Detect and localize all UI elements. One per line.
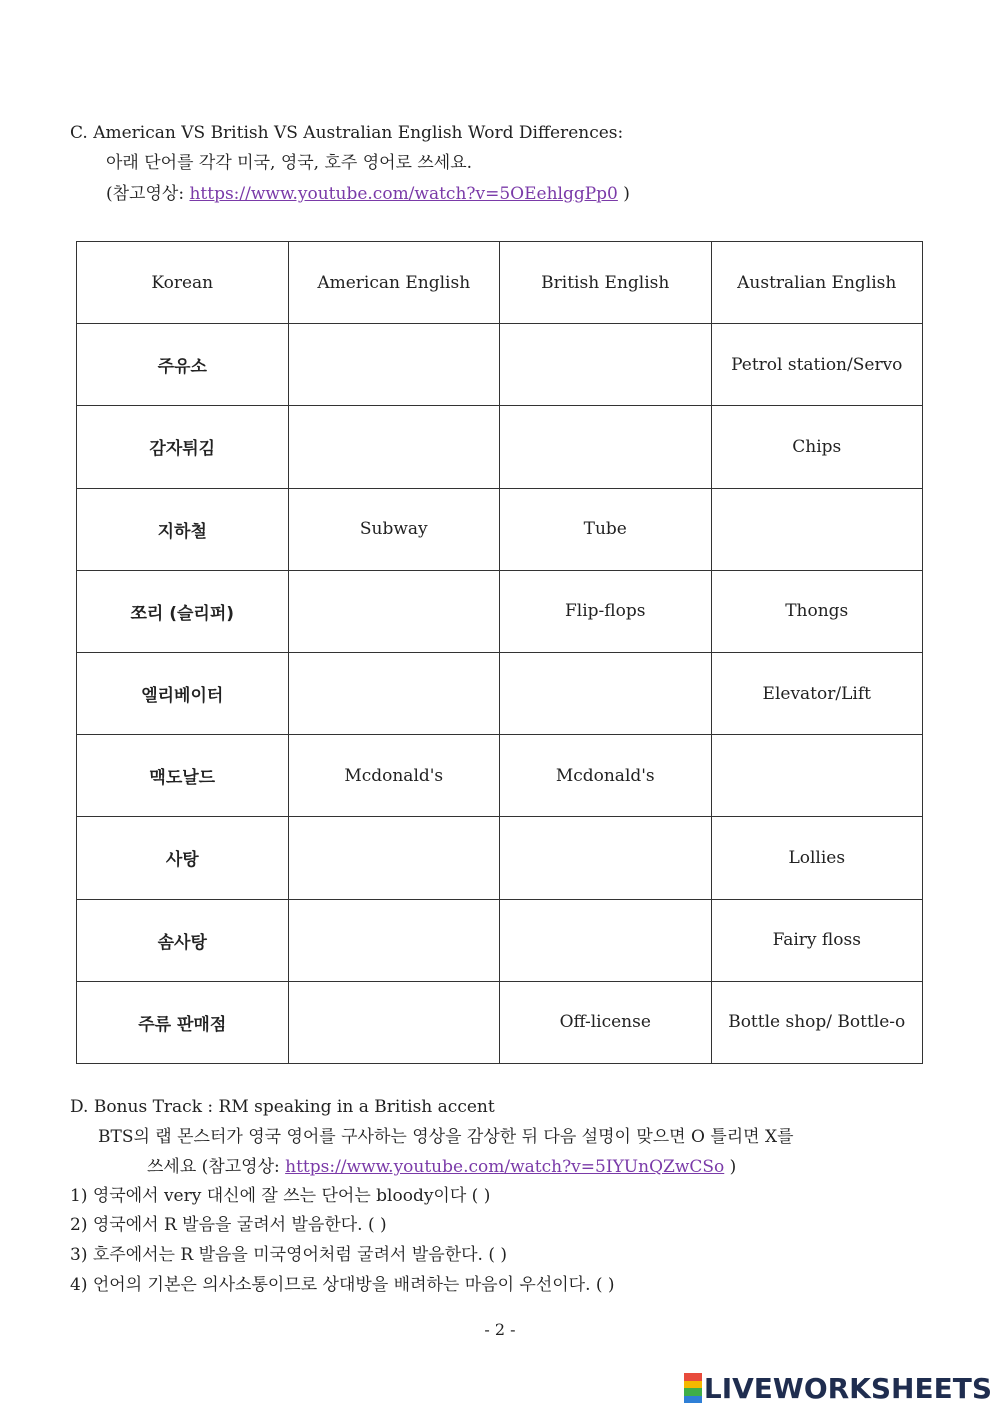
american-cell[interactable] [288, 324, 500, 406]
table-row [77, 981, 923, 1063]
table-row [77, 488, 923, 570]
table-row [77, 652, 923, 734]
british-cell[interactable] [500, 899, 712, 981]
australian-cell: Bottle shop/ Bottle-o [711, 981, 923, 1063]
korean-cell: 주류 판매점 [77, 981, 289, 1063]
question-2[interactable]: 2) 영국에서 R 발음을 굴려서 발음한다. ( ) [70, 1215, 387, 1235]
australian-cell: Elevator/Lift [711, 652, 923, 734]
american-cell[interactable] [288, 817, 500, 899]
page-number: - 2 - [484, 1320, 516, 1339]
liveworksheets-logo [684, 1371, 992, 1405]
table-row [77, 817, 923, 899]
logo-text: LIVEWORKSHEETS [703, 1371, 992, 1405]
american-cell[interactable] [288, 406, 500, 488]
korean-cell: 사탕 [77, 817, 289, 899]
table-row [77, 324, 923, 406]
section-c-instruction: 아래 단어를 각각 미국, 영국, 호주 영어로 쓰세요. [106, 153, 473, 173]
reference-link[interactable]: https://www.youtube.com/watch?v=5OEehlggPp0 [189, 184, 618, 204]
korean-cell: 맥도날드 [77, 735, 289, 817]
british-cell[interactable] [500, 817, 712, 899]
australian-cell: Petrol station/Servo [711, 324, 923, 406]
header-american: American English [288, 242, 500, 324]
reference-prefix: 쓰세요 (참고영상: [147, 1157, 286, 1177]
table-row [77, 570, 923, 652]
reference-prefix: (참고영상: [106, 184, 190, 204]
word-differences-table [76, 241, 923, 1064]
british-cell[interactable] [500, 652, 712, 734]
korean-cell: 엘리베이터 [77, 652, 289, 734]
section-d-reference [147, 1156, 736, 1178]
korean-cell: 감자튀김 [77, 406, 289, 488]
section-d-instruction: BTS의 랩 몬스터가 영국 영어를 구사하는 영상을 감상한 뒤 다음 설명이 맞으면 O 틀리면 X를 [98, 1127, 794, 1147]
liveworksheets-logo-icon [684, 1373, 702, 1403]
australian-cell[interactable] [711, 488, 923, 570]
australian-cell[interactable] [711, 735, 923, 817]
section-d-heading: D. Bonus Track : RM speaking in a British accent [70, 1097, 495, 1117]
header-australian: Australian English [711, 242, 923, 324]
australian-cell: Thongs [711, 570, 923, 652]
reference-suffix: ) [724, 1157, 737, 1177]
section-c-heading: C. American VS British VS Australian English Word Differences: [70, 123, 624, 143]
question-1[interactable]: 1) 영국에서 very 대신에 잘 쓰는 단어는 bloody이다 ( ) [70, 1186, 491, 1206]
table-row [77, 735, 923, 817]
british-cell: Mcdonald's [500, 735, 712, 817]
american-cell[interactable] [288, 981, 500, 1063]
table-row [77, 899, 923, 981]
british-cell: Off-license [500, 981, 712, 1063]
american-cell[interactable] [288, 652, 500, 734]
american-cell[interactable] [288, 570, 500, 652]
question-3[interactable]: 3) 호주에서는 R 발음을 미국영어처럼 굴려서 발음한다. ( ) [70, 1245, 508, 1265]
header-korean: Korean [77, 242, 289, 324]
section-c-reference [106, 183, 630, 205]
british-cell: Flip-flops [500, 570, 712, 652]
british-cell[interactable] [500, 406, 712, 488]
header-british: British English [500, 242, 712, 324]
australian-cell: Lollies [711, 817, 923, 899]
british-cell[interactable] [500, 324, 712, 406]
australian-cell: Chips [711, 406, 923, 488]
table-header-row [77, 242, 923, 324]
table-row [77, 406, 923, 488]
american-cell: Subway [288, 488, 500, 570]
korean-cell: 쪼리 (슬리퍼) [77, 570, 289, 652]
american-cell: Mcdonald's [288, 735, 500, 817]
american-cell[interactable] [288, 899, 500, 981]
korean-cell: 주유소 [77, 324, 289, 406]
reference-link[interactable]: https://www.youtube.com/watch?v=5IYUnQZwCSo [285, 1157, 725, 1177]
korean-cell: 솜사탕 [77, 899, 289, 981]
british-cell: Tube [500, 488, 712, 570]
question-4[interactable]: 4) 언어의 기본은 의사소통이므로 상대방을 배려하는 마음이 우선이다. ( ) [70, 1275, 615, 1295]
australian-cell: Fairy floss [711, 899, 923, 981]
korean-cell: 지하철 [77, 488, 289, 570]
reference-suffix: ) [617, 184, 630, 204]
